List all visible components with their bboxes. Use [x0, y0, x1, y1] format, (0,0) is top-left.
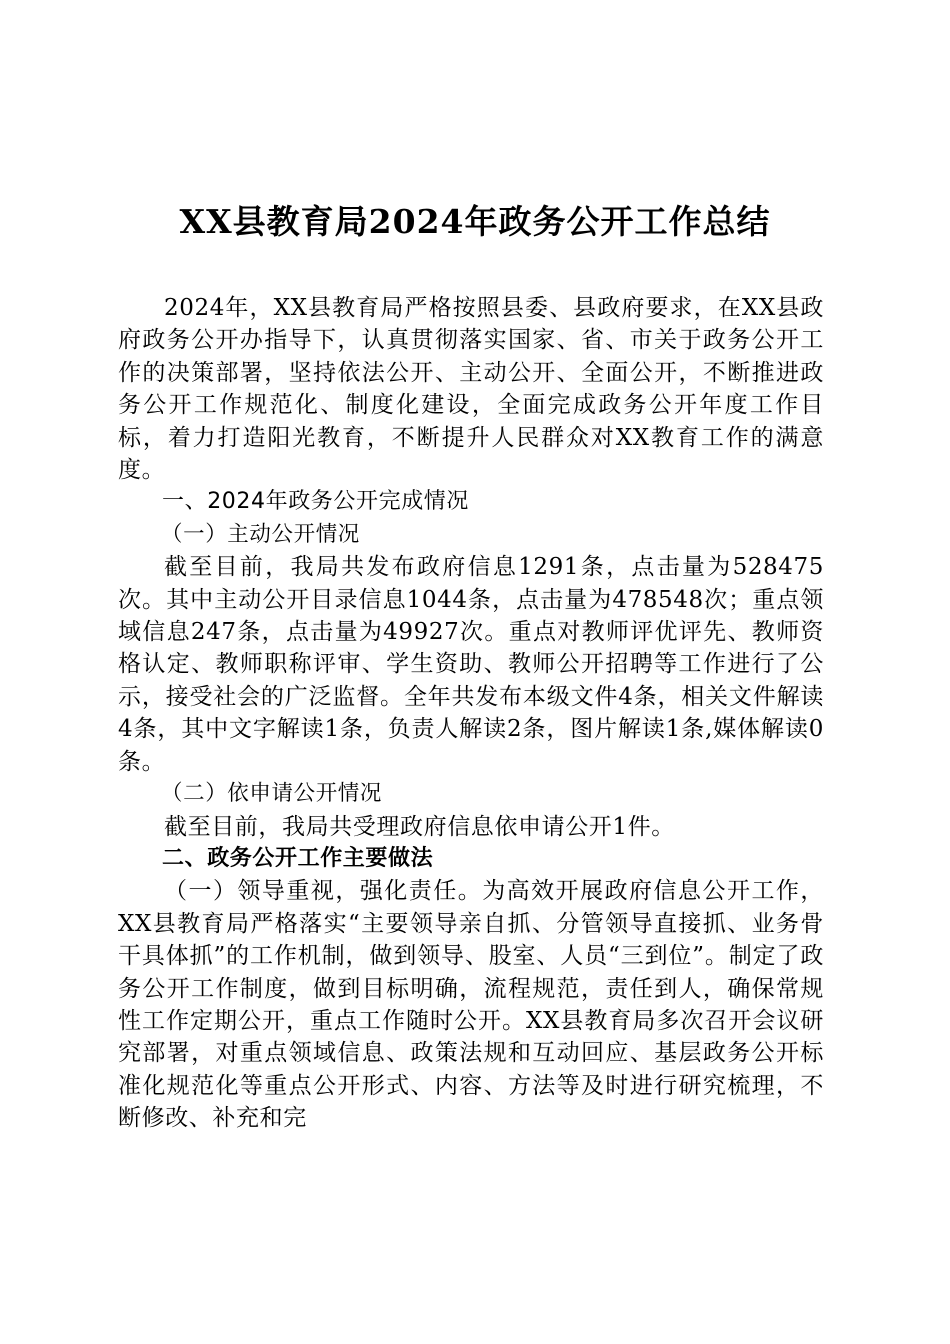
- body-paragraph-leadership: （一）领导重视，强化责任。为高效开展政府信息公开工作，XX县教育局严格落实“主要领导亲自抓、分管领导直接抓、业务骨干具体抓”的工作机制，做到领导、股室、人员“三到位”。制定了政务公开工作制度，做到目标明确，流程规范，责任到人，确保常规性工作定期公开，重点工作随时公开。XX县教育局多次召开会议研究部署，对重点领域信息、政策法规和互动回应、基层政务公开标准化规范化等重点公开形式、内容、方法等及时进行研究梳理，不断修改、补充和完: [118, 878, 824, 1132]
- body-paragraph-proactive: 截至目前，我局共发布政府信息1291条，点击量为528475次。其中主动公开目录信息1044条，点击量为478548次；重点领域信息247条，点击量为49927次。重点对教师评优评先、教师资格认定、教师职称评审、学生资助、教师公开招聘等工作进行了公示，接受社会的广泛监督。全年共发布本级文件4条，相关文件解读4条，其中文字解读1条，负责人解读2条，图片解读1条,媒体解读0条。: [118, 554, 824, 775]
- section-heading-2: 二、政务公开工作主要做法: [162, 845, 434, 871]
- subsection-heading-1-2: （二）依申请公开情况: [161, 781, 383, 807]
- document-body: [118, 292, 824, 1135]
- body-paragraph-request: 截至目前，我局共受理政府信息依申请公开1件。: [164, 813, 675, 840]
- document-title: XX县教育局2024年政务公开工作总结: [179, 202, 771, 241]
- section-heading-1: 一、2024年政务公开完成情况: [162, 489, 469, 515]
- intro-paragraph: 2024年，XX县教育局严格按照县委、县政府要求，在XX县政府政务公开办指导下，认真贯彻落实国家、省、市关于政务公开工作的决策部署，坚持依法公开、主动公开、全面公开，不断推进政务公开工作规范化、制度化建设，全面完成政务公开年度工作目标，着力打造阳光教育，不断提升人民群众对XX教育工作的满意度。: [118, 295, 824, 484]
- subsection-heading-1-1: （一）主动公开情况: [161, 521, 360, 547]
